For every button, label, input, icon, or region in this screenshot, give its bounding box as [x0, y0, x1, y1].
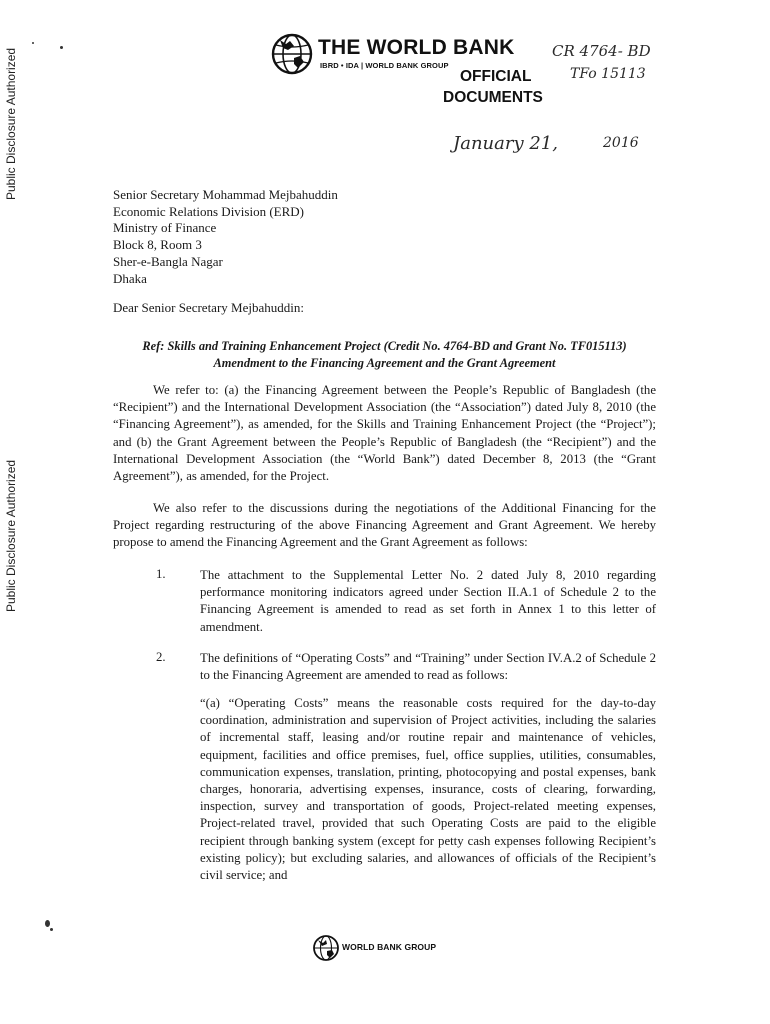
- official-label: OFFICIAL: [460, 68, 532, 85]
- scan-speck: [32, 42, 34, 44]
- item-text-2: The definitions of “Operating Costs” and “Training” under Section IV.A.2 of Schedule 2 to the Financing Agreement are amended to read as follows:: [200, 651, 656, 683]
- bank-name: THE WORLD BANK: [318, 36, 515, 59]
- footer-group-name: WORLD BANK GROUP: [342, 942, 437, 952]
- paragraph-text: We also refer to the discussions during the negotiations of the Additional Financing for the Project regarding restructuring of the above Financing Agreement and Grant Agreement. We hereby propose to amend the Financing Agreement and the Grant Agreement as follows:: [113, 501, 656, 550]
- handwritten-date: January 21,: [453, 133, 558, 154]
- world-bank-group-footer-icon: [312, 934, 340, 962]
- item-number-2: 2.: [156, 650, 166, 664]
- address-line: Sher-e-Bangla Nagar: [113, 253, 223, 269]
- disclosure-stamp-top: Public Disclosure Authorized: [4, 47, 18, 200]
- world-bank-globe-icon: [270, 32, 314, 76]
- salutation: Dear Senior Secretary Mejbahuddin:: [113, 300, 304, 315]
- disclosure-stamp-bottom: Public Disclosure Authorized: [4, 459, 18, 612]
- address-line: Dhaka: [113, 270, 147, 286]
- handwritten-grant-ref: TFo 15113: [570, 66, 646, 82]
- scan-speck: [60, 46, 63, 49]
- documents-label: DOCUMENTS: [443, 89, 543, 106]
- scan-speck: [45, 920, 50, 927]
- item-number-1: 1.: [156, 567, 166, 581]
- handwritten-year: 2016: [603, 135, 639, 151]
- handwritten-credit-ref: CR 4764- BD: [552, 42, 651, 60]
- scan-speck: [50, 928, 53, 931]
- item-text-1: The attachment to the Supplemental Letter No. 2 dated July 8, 2010 regarding performance monitoring indicators agreed under Section II.A.1 of Schedule 2 to the Financing Agreement is amended to read as set forth in Annex 1 to this letter of amendment.: [200, 568, 656, 634]
- reference-line-2: Amendment to the Financing Agreement and the Grant Agreement: [213, 356, 556, 370]
- reference-heading: [113, 338, 656, 372]
- address-line: Block 8, Room 3: [113, 237, 202, 253]
- reference-line-1: Ref: Skills and Training Enhancement Project (Credit No. 4764-BD and Grant No. TF015113): [142, 339, 627, 353]
- address-line: Ministry of Finance: [113, 220, 217, 236]
- recipient-address: [113, 187, 338, 287]
- address-line: Senior Secretary Mohammad Mejbahuddin: [113, 187, 338, 202]
- bank-subtitle: IBRD • IDA | WORLD BANK GROUP: [320, 61, 449, 70]
- body-paragraph-1: [113, 382, 656, 485]
- item-text-2a: “(a) “Operating Costs” means the reasonable costs required for the day-to-day coordination, administration and supervision of Project activities, including the salaries of incremental staff, leasing and/or routine repair and maintenance of vehicles, equipment, facilities and office premises, fuel, office supplies, utilities, consumables, communication expenses, translation, printing, photocopying and postal expenses, bank charges, honoraria, advertising expenses, insurance, costs of clearing, forwarding, inspection, survey and transportation of goods, Project-related meeting expenses, Project-related travel, provided that such Operating Costs are paid to the eligible recipient through banking system (except for petty cash expenses following Recipient’s existing policy); but excluding salaries, and allowances of officials of the Recipient’s civil service; and: [200, 696, 656, 883]
- address-line: Economic Relations Division (ERD): [113, 203, 305, 219]
- body-paragraph-2: [113, 500, 656, 552]
- paragraph-text: We refer to: (a) the Financing Agreement between the People’s Republic of Bangladesh (the “Recipient”) and the International Development Association (the “Association”) dated July 8, 2010 (the “Financing Agreement”), as amended, for the Skills and Training Enhancement Project (the “Project”); and (b) the Grant Agreement between the People’s Republic of Bangladesh (the “Recipient”) and the International Development Association (the “World Bank”) dated December 8, 2013 (the “Grant Agreement”), as amended, for the Project.: [113, 383, 656, 484]
